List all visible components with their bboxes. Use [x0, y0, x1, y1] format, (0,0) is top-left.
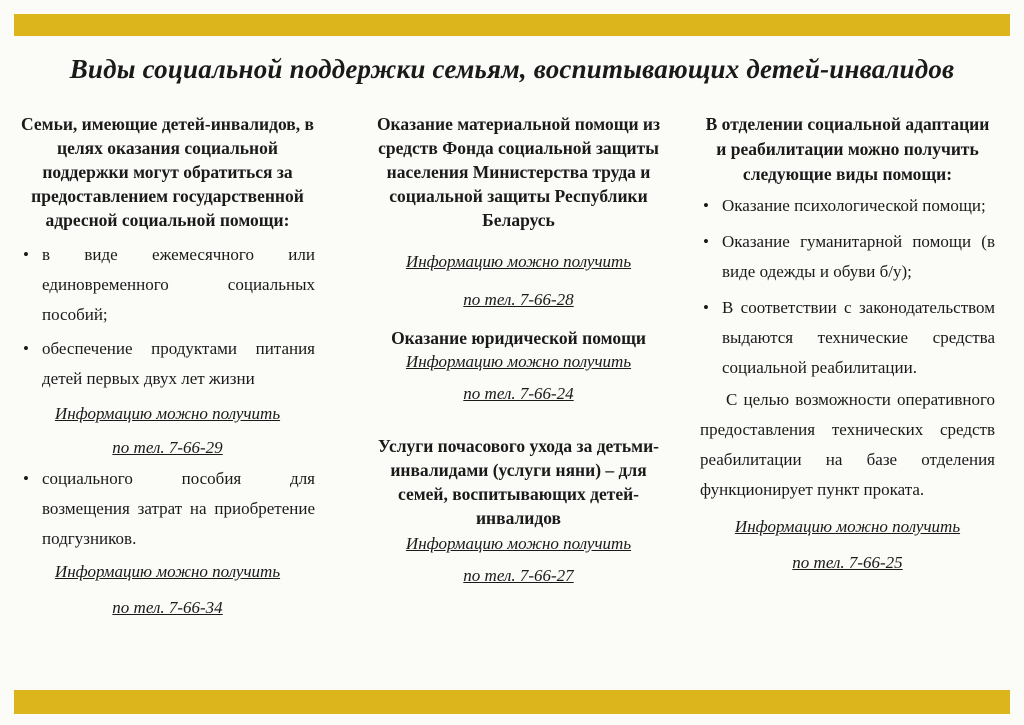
info-label: Информацию можно получить — [54, 404, 281, 423]
info-label: Информацию можно получить — [405, 534, 632, 553]
column-right — [700, 112, 995, 575]
list-item: • Оказание психологической помощи; — [700, 191, 995, 221]
phone-link[interactable]: по тел. 7-66-25 — [792, 553, 903, 572]
phone-link[interactable]: по тел. 7-66-34 — [112, 598, 223, 617]
left-bullet-list-2 — [20, 464, 315, 554]
list-item: • социального пособия для возмещения затрат на приобретение подгузников. — [20, 464, 315, 554]
rental-paragraph: С целью возможности оперативного предоставления технических средств реабилитации на базе отделения функционирует пункт проката. — [700, 390, 995, 499]
left-header: Семьи, имеющие детей-инвалидов, в целях оказания социальной поддержки могут обратиться за предоставлением государственной адресной социальной помощи: — [21, 114, 314, 230]
info-label: Информацию можно получить — [405, 352, 632, 371]
middle-header-nanny-services: Услуги почасового ухода за детьми-инвалидами (услуги няни) – для семей, воспитывающих детей-инвалидов — [377, 436, 659, 528]
list-item: • обеспечение продуктами питания детей первых двух лет жизни — [20, 334, 315, 394]
phone-link[interactable]: по тел. 7-66-24 — [463, 384, 574, 403]
top-yellow-band — [14, 14, 1010, 36]
info-label: Информацию можно получить — [405, 252, 632, 271]
middle-header-material-aid: Оказание материальной помощи из средств Фонда социальной защиты населения Министерства труда и социальной защиты Республики Беларусь — [376, 114, 661, 230]
list-item: • В соответствии с законодательством выдаются технические средства социальной реабилитации. — [700, 293, 995, 383]
right-header: В отделении социальной адаптации и реабилитации можно получить следующие виды помощи: — [705, 114, 990, 184]
bottom-yellow-band — [14, 690, 1010, 714]
phone-link[interactable]: по тел. 7-66-28 — [463, 290, 574, 309]
info-label: Информацию можно получить — [734, 517, 961, 536]
column-left — [20, 112, 315, 620]
right-bullet-list — [700, 191, 995, 383]
middle-header-legal-aid: Оказание юридической помощи — [391, 328, 646, 348]
column-middle — [376, 112, 661, 588]
list-item: • Оказание гуманитарной помощи (в виде одежды и обуви б/у); — [700, 227, 995, 287]
list-item: • в виде ежемесячного или единовременного социальных пособий; — [20, 240, 315, 330]
left-bullet-list — [20, 240, 315, 394]
page-title: Виды социальной поддержки семьям, воспитывающих детей-инвалидов — [69, 54, 955, 84]
info-label: Информацию можно получить — [54, 562, 281, 581]
phone-link[interactable]: по тел. 7-66-29 — [112, 438, 223, 457]
phone-link[interactable]: по тел. 7-66-27 — [463, 566, 574, 585]
